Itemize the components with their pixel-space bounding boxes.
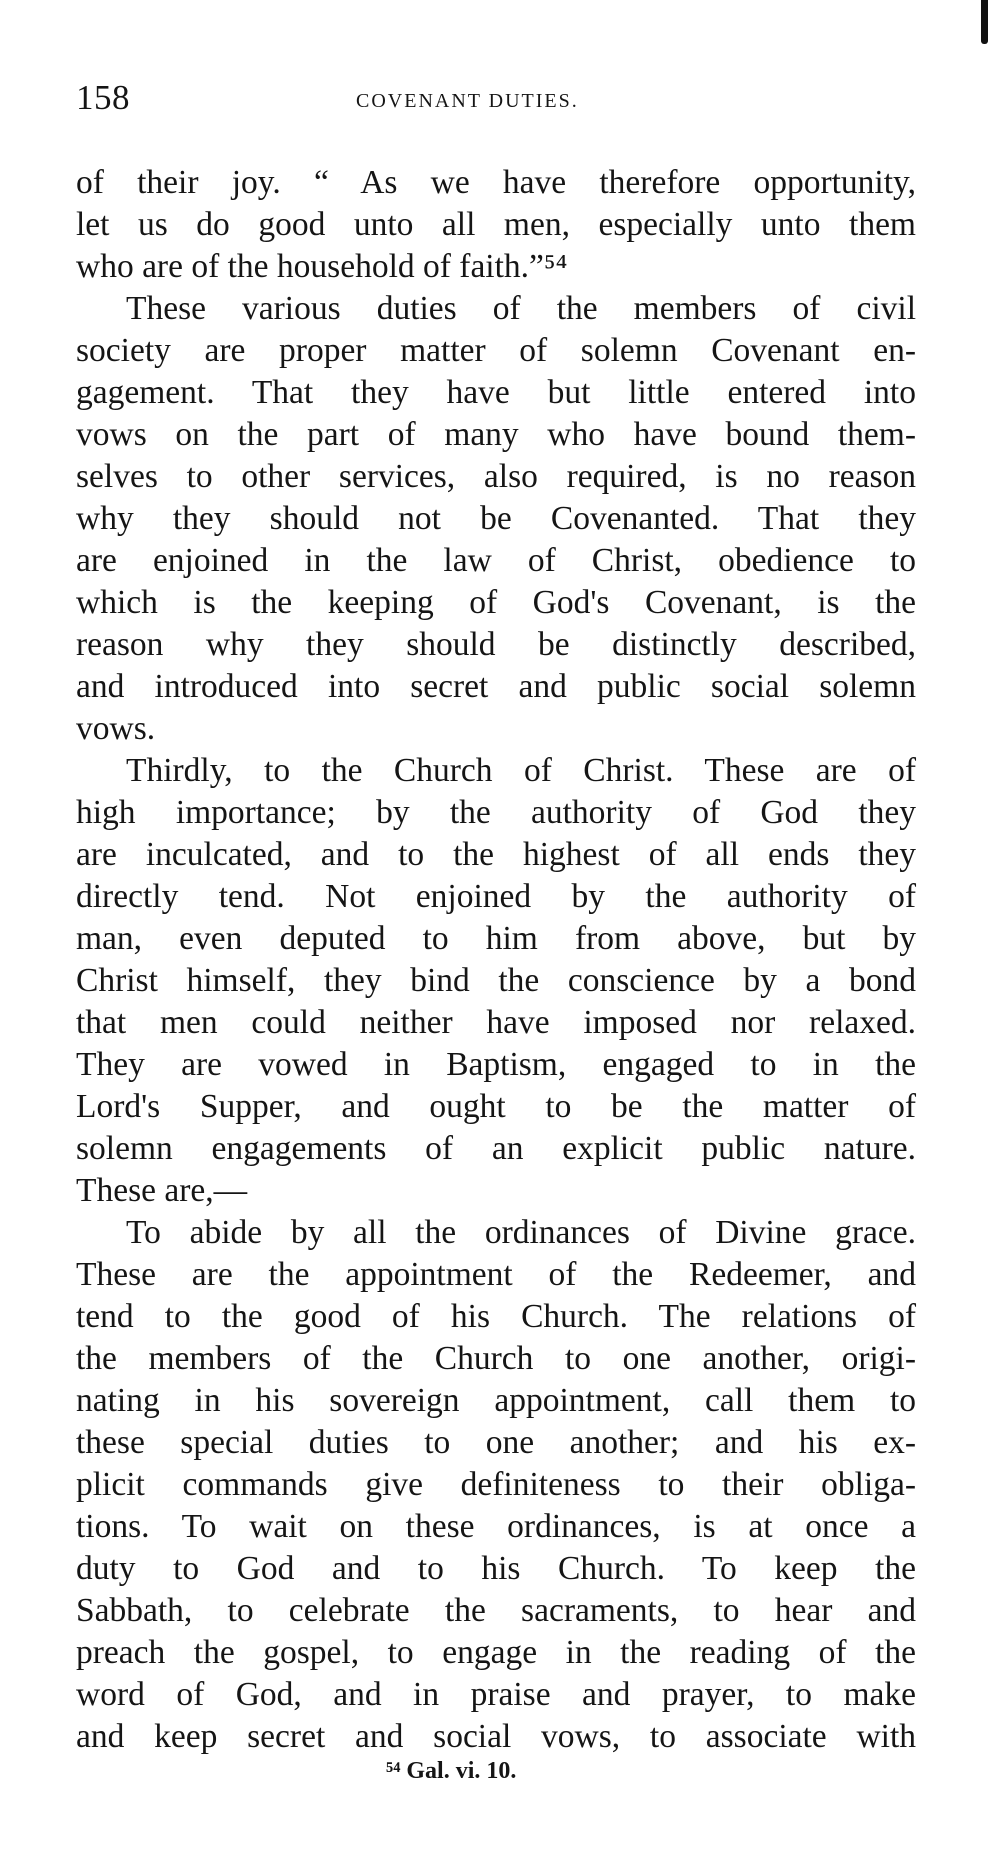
text-line: tions. To wait on these ordinances, is at once a — [76, 1508, 916, 1545]
text-line: plicit commands give definiteness to their obliga- — [76, 1466, 916, 1503]
body-text — [76, 162, 916, 1758]
text-line: Christ himself, they bind the conscience by a bond — [76, 962, 916, 999]
text-line: These are the appointment of the Redeemer, and — [76, 1256, 916, 1293]
text-line: let us do good unto all men, especially unto them — [76, 206, 916, 243]
text-line: high importance; by the authority of God they — [76, 794, 916, 831]
text-line: vows. — [76, 710, 156, 747]
text-line: man, even deputed to him from above, but by — [76, 920, 916, 957]
text-line: of their joy. “ As we have therefore opportunity, — [76, 164, 916, 201]
text-line: duty to God and to his Church. To keep the — [76, 1550, 916, 1587]
text-line: that men could neither have imposed nor relaxed. — [76, 1004, 916, 1041]
footnote: ⁵⁴ Gal. vi. 10. — [386, 1758, 517, 1784]
text-line: and introduced into secret and public social solemn — [76, 668, 916, 705]
text-line: vows on the part of many who have bound them- — [76, 416, 916, 453]
text-line: reason why they should be distinctly described, — [76, 626, 916, 663]
text-line: are inculcated, and to the highest of all ends they — [76, 836, 916, 873]
text-line: nating in his sovereign appointment, call them to — [76, 1382, 916, 1419]
text-line: gagement. That they have but little entered into — [76, 374, 916, 411]
running-title: COVENANT DUTIES. — [356, 90, 579, 112]
paragraph-start-line: Thirdly, to the Church of Christ. These are of — [126, 752, 916, 789]
text-line: society are proper matter of solemn Covenant en- — [76, 332, 916, 369]
text-line: Sabbath, to celebrate the sacraments, to hear and — [76, 1592, 916, 1629]
text-line: why they should not be Covenanted. That they — [76, 500, 916, 537]
page-number: 158 — [76, 78, 130, 117]
paragraph-start-line: To abide by all the ordinances of Divine grace. — [126, 1214, 916, 1251]
text-line: directly tend. Not enjoined by the authority of — [76, 878, 916, 915]
text-line: the members of the Church to one another, origi- — [76, 1340, 916, 1377]
page-header — [76, 78, 916, 128]
text-line: solemn engagements of an explicit public nature. — [76, 1130, 916, 1167]
text-line: preach the gospel, to engage in the reading of the — [76, 1634, 916, 1671]
text-line: selves to other services, also required, is no reason — [76, 458, 916, 495]
text-line: These are,— — [76, 1172, 248, 1209]
text-line: which is the keeping of God's Covenant, is the — [76, 584, 916, 621]
text-line: word of God, and in praise and prayer, to make — [76, 1676, 916, 1713]
text-line: tend to the good of his Church. The relations of — [76, 1298, 916, 1335]
text-line: who are of the household of faith.”⁵⁴ — [76, 248, 568, 285]
text-line: and keep secret and social vows, to associate with — [76, 1718, 916, 1755]
text-line: Lord's Supper, and ought to be the matter of — [76, 1088, 916, 1125]
page-edge-mark — [981, 0, 988, 44]
text-line: these special duties to one another; and his ex- — [76, 1424, 916, 1461]
paragraph-start-line: These various duties of the members of civil — [126, 290, 916, 327]
text-line: They are vowed in Baptism, engaged to in the — [76, 1046, 916, 1083]
text-line: are enjoined in the law of Christ, obedience to — [76, 542, 916, 579]
